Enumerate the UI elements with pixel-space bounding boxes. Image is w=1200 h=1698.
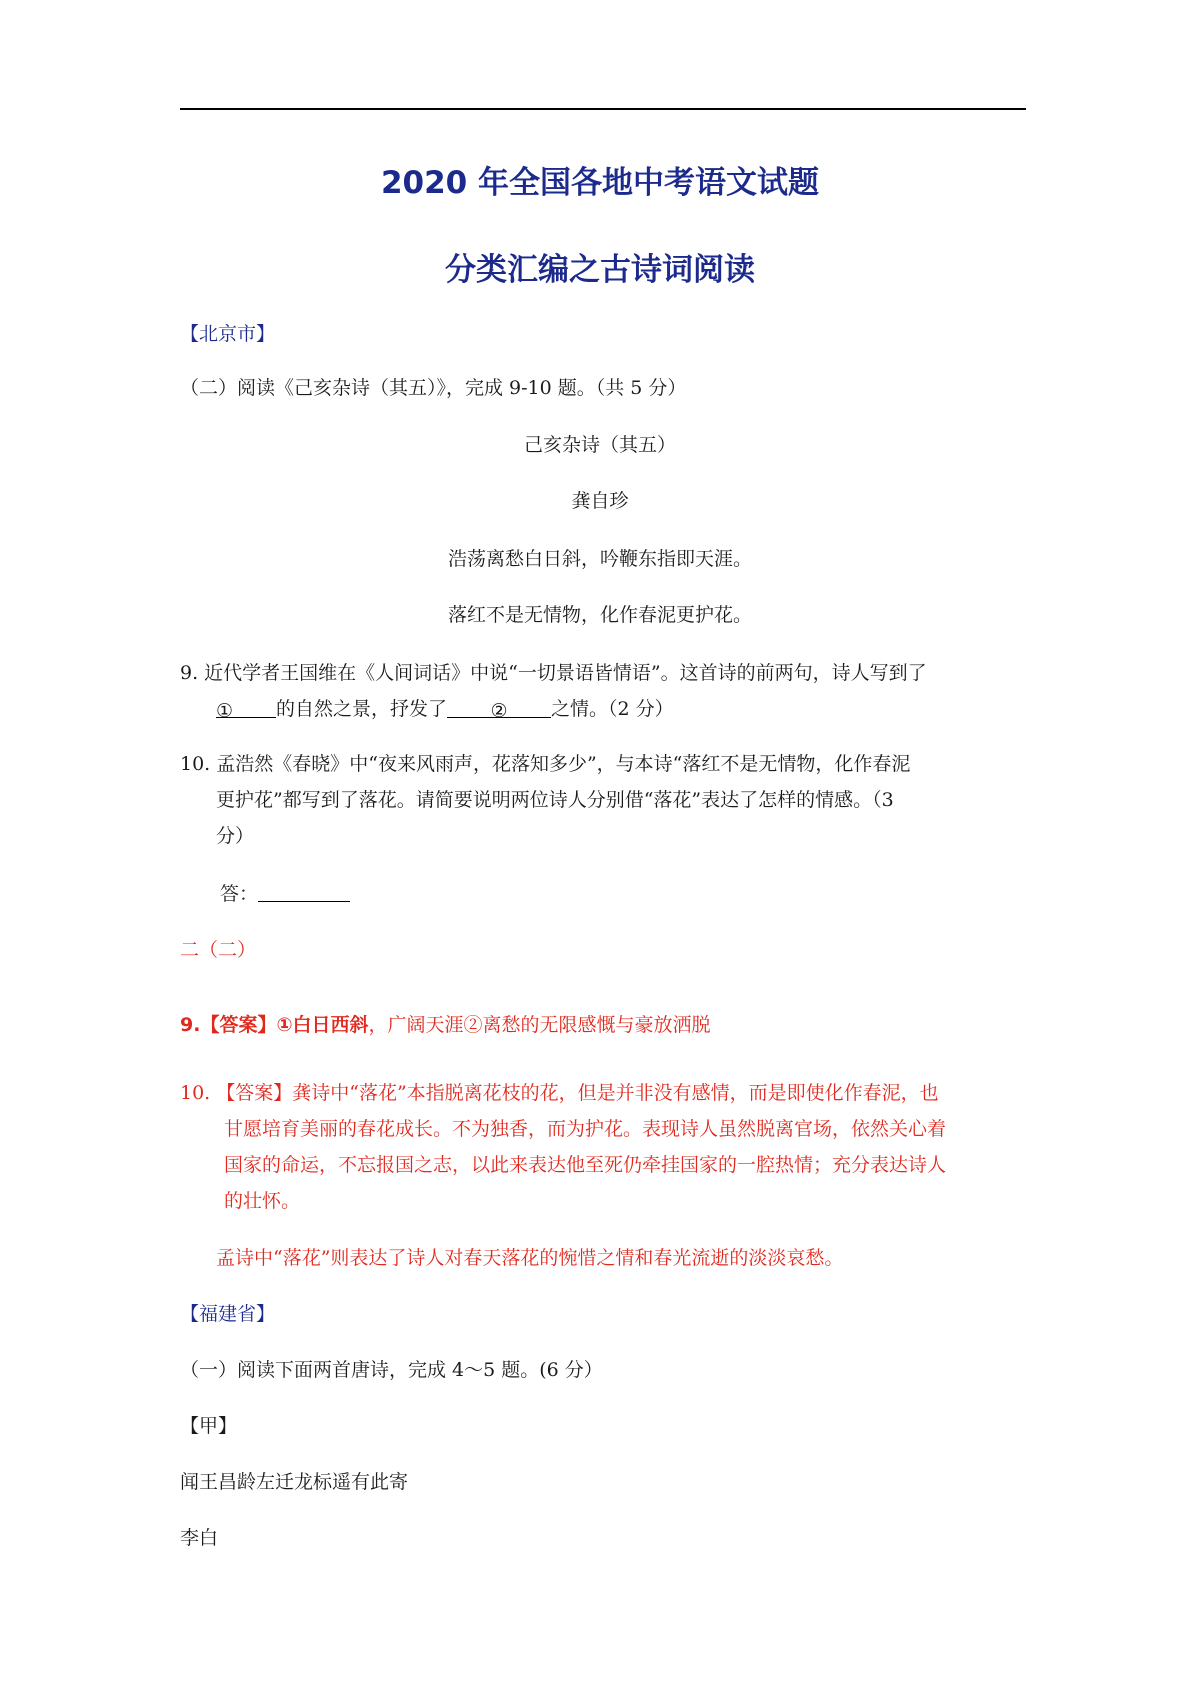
answer-blank — [258, 883, 350, 902]
fujian-instruction: （一）阅读下面两首唐诗，完成 4～5 题。(6 分） — [180, 1359, 603, 1381]
poem-line-1: 浩荡离愁白日斜，吟鞭东指即天涯。 — [447, 548, 752, 570]
answer-blank-1: ① — [216, 699, 276, 718]
answer-9-prefix: 9.【答案】①白日西斜 — [180, 1014, 369, 1036]
poem-author: 龚自珍 — [571, 490, 629, 512]
question-10-line-2: 更护花”都写到了落花。请简要说明两位诗人分别借“落花”表达了怎样的情感。（3 — [216, 789, 894, 811]
beijing-instruction: （二）阅读《己亥杂诗（其五）》，完成 9-10 题。（共 5 分） — [180, 377, 687, 399]
answer-9-rest: ，广阔天涯②离愁的无限感慨与豪放洒脱 — [368, 1014, 711, 1036]
question-9-end: 之情。（2 分） — [551, 698, 674, 720]
document-subtitle: 分类汇编之古诗词阅读 — [445, 252, 755, 288]
region-fujian: 【福建省】 — [180, 1303, 276, 1325]
answer-line — [220, 882, 350, 906]
poem-title: 己亥杂诗（其五） — [523, 434, 676, 456]
answer-10-line-3: 国家的命运，不忘报国之志，以此来表达他至死仍牵挂国家的一腔热情；充分表达诗人 — [224, 1154, 947, 1176]
answer-label: 答： — [220, 883, 259, 905]
section-mark: 二（二） — [180, 939, 257, 961]
answer-blank-2: ② — [447, 699, 551, 718]
fujian-poem-title: 闻王昌龄左迁龙标遥有此寄 — [180, 1471, 409, 1493]
header-rule — [180, 108, 1026, 110]
question-9-line-2 — [216, 697, 674, 721]
answer-10-line-4: 的壮怀。 — [224, 1190, 301, 1212]
question-9-line-1: 9. 近代学者王国维在《人间词话》中说“一切景语皆情语”。这首诗的前两句，诗人写到了 — [180, 662, 927, 684]
question-10-line-1: 10. 孟浩然《春晓》中“夜来风雨声，花落知多少”，与本诗“落红不是无情物，化作春泥 — [180, 753, 911, 775]
fujian-poem-author: 李白 — [180, 1527, 219, 1549]
question-9-mid: 的自然之景，抒发了 — [276, 698, 448, 720]
answer-9 — [180, 1013, 711, 1037]
answer-10-line-5: 孟诗中“落花”则表达了诗人对春天落花的惋惜之情和春光流逝的淡淡哀愁。 — [216, 1247, 844, 1269]
poem-line-2: 落红不是无情物，化作春泥更护花。 — [447, 604, 752, 626]
question-10-line-3: 分） — [216, 825, 255, 847]
answer-10-line-1: 10. 【答案】龚诗中“落花”本指脱离花枝的花，但是并非没有感情，而是即使化作春泥，也 — [180, 1082, 939, 1104]
region-beijing: 【北京市】 — [180, 323, 276, 345]
answer-10-line-2: 甘愿培育美丽的春花成长。不为独香，而为护花。表现诗人虽然脱离官场，依然关心着 — [224, 1118, 947, 1140]
label-jia: 【甲】 — [180, 1415, 238, 1437]
document-title: 2020 年全国各地中考语文试题 — [380, 165, 820, 201]
